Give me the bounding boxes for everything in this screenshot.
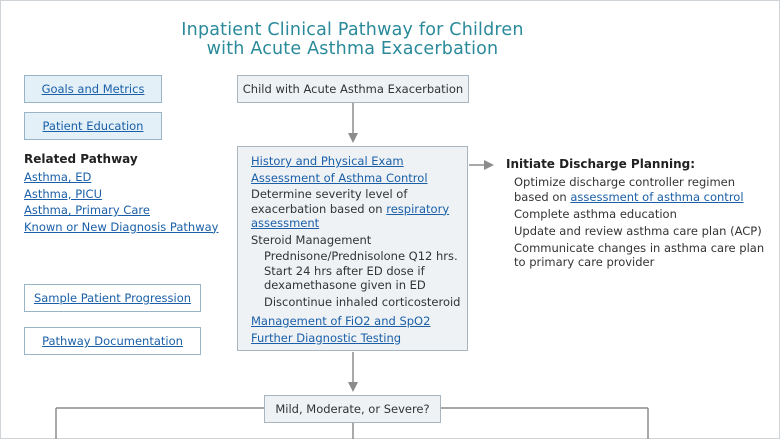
start-node — [237, 75, 469, 103]
related-link-asthma-ed[interactable]: Asthma, ED — [24, 170, 92, 184]
related-link-asthma-picu[interactable]: Asthma, PICU — [24, 186, 102, 201]
patient-education-button[interactable] — [24, 112, 162, 140]
fio2-spo2-management-link[interactable]: Management of FiO2 and SpO2 — [251, 314, 431, 328]
further-diagnostic-testing-link[interactable]: Further Diagnostic Testing — [251, 330, 402, 345]
related-link-known-or-new-diagnosis[interactable]: Known or New Diagnosis Pathway — [24, 219, 219, 234]
page-title-line-1: Inpatient Clinical Pathway for Children — [181, 20, 524, 40]
respiratory-assessment-link[interactable]: respiratory assessment — [251, 201, 450, 230]
patient-education-link[interactable]: Patient Education — [42, 119, 144, 133]
discharge-planning — [506, 157, 776, 272]
pathway-documentation-link[interactable]: Pathway Documentation — [42, 334, 183, 348]
severity-text: Determine severity level of exacerbation based on respiratory assessment — [251, 187, 450, 230]
history-physical-exam-link[interactable]: History and Physical Exam — [251, 154, 404, 168]
assessment-of-asthma-control-link[interactable]: assessment of asthma control — [570, 189, 744, 204]
goals-and-metrics-button[interactable] — [24, 75, 162, 103]
assessment-asthma-control-link[interactable]: Assessment of Asthma Control — [251, 170, 428, 185]
pathway-documentation-button[interactable] — [24, 327, 201, 355]
related-link-asthma-primary-care[interactable]: Asthma, Primary Care — [24, 203, 150, 217]
sample-patient-progression-button[interactable] — [24, 284, 201, 312]
related-pathway-list — [24, 169, 218, 235]
steroid-item-discontinue: Discontinue inhaled corticosteroid — [264, 294, 461, 309]
steroid-management-heading: Steroid Management — [251, 232, 372, 247]
sample-patient-progression-link[interactable]: Sample Patient Progression — [33, 291, 192, 305]
steroid-item-prednisone: Prednisone/Prednisolone Q12 hrs. Start 24 hrs after ED dose if dexamethasone given in ED — [264, 249, 458, 292]
severity-decision-label: Mild, Moderate, or Severe? — [275, 402, 430, 416]
discharge-item-education: Complete asthma education — [514, 206, 677, 221]
discharge-item-communicate: Communicate changes in asthma care plan to primary care provider — [514, 240, 765, 269]
related-pathway-heading: Related Pathway — [24, 152, 138, 166]
goals-and-metrics-link[interactable]: Goals and Metrics — [41, 82, 145, 96]
page-title-line-2: with Acute Asthma Exacerbation — [206, 39, 499, 59]
start-node-label: Child with Acute Asthma Exacerbation — [242, 82, 464, 96]
discharge-planning-heading: Initiate Discharge Planning: — [506, 157, 696, 171]
discharge-item-optimize: Optimize discharge controller regimen based on assessment of asthma control — [514, 175, 744, 204]
discharge-item-care-plan: Update and review asthma care plan (ACP) — [514, 223, 762, 238]
inpatient-management-box — [237, 146, 468, 351]
severity-decision-node — [264, 395, 441, 423]
